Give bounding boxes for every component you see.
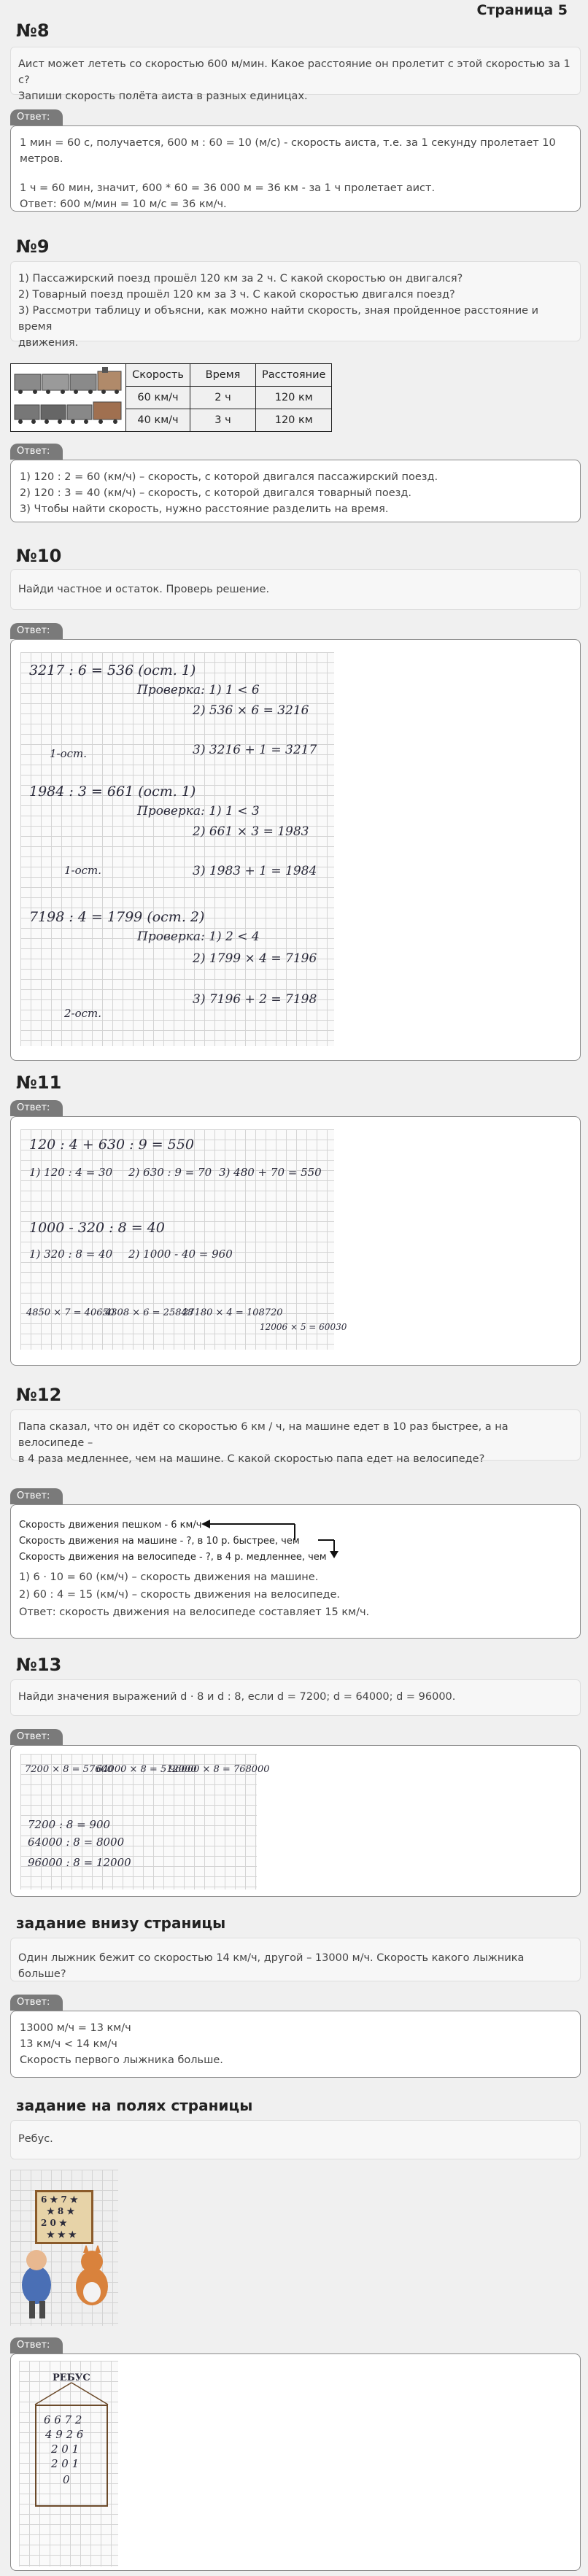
hw-line: 2 0 1 (51, 2457, 80, 2470)
task-line: Один лыжник бежит со скоростью 14 км/ч, другой – 13000 м/ч. Скорость какого лыжника больше? (18, 1952, 525, 1980)
task-line: в 4 раза медленнее, чем на машине. С какой скоростью папа едет на велосипеде? (18, 1453, 485, 1465)
hw-line: 64000 × 8 = 512000 (96, 1764, 197, 1775)
hw-line: 2) 630 : 9 = 70 (128, 1166, 212, 1179)
scheme-line: Скорость движения на велосипеде - ?, в 4 р. медленнее, чем (19, 1552, 327, 1563)
hw-line: 4 9 2 6 (45, 2428, 84, 2441)
section-title-8: №8 (16, 20, 50, 41)
train-icon (12, 364, 125, 428)
hw-line: Проверка: 1) 2 < 4 (137, 929, 260, 944)
hw-line: 2) 536 × 6 = 3216 (193, 703, 309, 718)
section-title-11: №11 (16, 1072, 62, 1093)
answer-line: 13 км/ч < 14 км/ч (20, 2038, 117, 2050)
hw-line: 2 0 1 (51, 2442, 80, 2456)
characters-icon (13, 2246, 115, 2323)
hw-line: 3217 : 6 = 536 (ост. 1) (29, 662, 196, 678)
hw-line: 1) 120 : 4 = 30 (29, 1166, 113, 1179)
hw-line: 4308 × 6 = 25848 (105, 1307, 194, 1318)
scheme-line: Скорость движения пешком - 6 км/ч (19, 1520, 202, 1531)
answer-tab: Ответ: (10, 1729, 63, 1745)
task-line: Запиши скорость полёта аиста в разных единицах. (18, 90, 308, 102)
hw-line: 3) 3216 + 1 = 3217 (193, 743, 317, 757)
hw-line: 3) 480 + 70 = 550 (219, 1166, 322, 1179)
table-header: Расстояние (256, 364, 332, 387)
answer-tab: Ответ: (10, 2337, 63, 2353)
task-line: Папа сказал, что он идёт со скоростью 6 км / ч, на машине едет в 10 раз быстрее, а на велосипеде – (18, 1421, 508, 1449)
answer-tab: Ответ: (10, 623, 63, 639)
task-line: Найди значения выражений d · 8 и d : 8, если d = 7200; d = 64000; d = 96000. (18, 1691, 456, 1703)
table-cell: 120 км (256, 387, 332, 409)
hw-line: 2 0 ★ (41, 2218, 67, 2228)
hw-line: Проверка: 1) 1 < 6 (137, 683, 260, 697)
hanging-string (34, 2381, 109, 2406)
answer-line: 1) 120 : 2 = 60 (км/ч) – скорость, с которой двигался пассажирский поезд. (20, 471, 438, 483)
scheme-line: Скорость движения на машине - ?, в 10 р. быстрее, чем (19, 1536, 300, 1547)
hw-line: 3) 7196 + 2 = 7198 (193, 992, 317, 1007)
section-title-margin: задание на полях страницы (16, 2097, 253, 2114)
table-cell: 40 км/ч (126, 409, 190, 432)
answer-line: Ответ: 600 м/мин = 10 м/с = 36 км/ч. (20, 198, 227, 210)
section-title-9: №9 (16, 236, 50, 257)
hw-line: 96000 : 8 = 12000 (28, 1856, 131, 1869)
hw-line: ★ 8 ★ (47, 2206, 75, 2216)
answer-line: 1) 6 · 10 = 60 (км/ч) – скорость движения на машине. (19, 1571, 319, 1583)
task-line: 1) Пассажирский поезд прошёл 120 км за 2 ч. С какой скоростью он двигался? (18, 273, 463, 285)
hw-line: 1-ост. (50, 747, 88, 760)
task-line: Аист может лететь со скоростью 600 м/мин. Какое расстояние он пролетит с этой скоростью за 1 с? (18, 58, 570, 86)
answer-line: Ответ: скорость движения на велосипеде составляет 15 км/ч. (19, 1606, 370, 1618)
answer-line: 1 мин = 60 с, получается, 600 м : 60 = 10 (м/с) - скорость аиста, т.е. за 1 секунду пролетает 10 метров. (20, 137, 556, 165)
task-line: Найди частное и остаток. Проверь решение. (18, 584, 270, 595)
answer-tab: Ответ: (10, 1488, 63, 1504)
table-cell: 2 ч (190, 387, 256, 409)
answer-bottom (10, 2011, 581, 2078)
hw-line: 1) 320 : 8 = 40 (29, 1248, 113, 1261)
rebus-illustration (10, 2170, 118, 2326)
task-line: 3) Рассмотри таблицу и объясни, как можно найти скорость, зная пройденное расстояние и время (18, 305, 539, 333)
notebook-photo-11 (20, 1129, 347, 1350)
section-title-bottom: задание внизу страницы (16, 1914, 226, 1932)
hw-line: 2-ост. (64, 1007, 102, 1020)
task-13 (10, 1679, 581, 1716)
hw-line: 7200 × 8 = 57600 (25, 1764, 114, 1775)
notebook-photo-13 (20, 1754, 270, 1890)
answer-8 (10, 125, 581, 212)
scheme-arrows (198, 1516, 344, 1567)
hw-line: 7198 : 4 = 1799 (ост. 2) (29, 909, 205, 925)
hw-line: 2) 661 × 3 = 1983 (193, 824, 309, 839)
task-bottom (10, 1938, 581, 1981)
rebus-label: РЕБУС (53, 2372, 90, 2383)
page-title: Страница 5 (476, 2, 568, 18)
answer-tab: Ответ: (10, 1995, 63, 2011)
task-line: Ребус. (18, 2133, 53, 2145)
notebook-photo-10 (20, 652, 334, 1046)
answer-line: 2) 120 : 3 = 40 (км/ч) – скорость, с которой двигался товарный поезд. (20, 487, 411, 499)
hw-line: 4850 × 7 = 40650 (26, 1307, 115, 1318)
answer-12-text (19, 1569, 369, 1621)
hw-line: 0 (63, 2473, 70, 2486)
trains-illustration (11, 364, 126, 432)
hw-line: 1000 - 320 : 8 = 40 (29, 1220, 165, 1236)
task-margin (10, 2120, 581, 2159)
hw-line: 6 6 7 2 (44, 2413, 82, 2426)
task-8 (10, 47, 581, 102)
hw-line: 120 : 4 + 630 : 9 = 550 (29, 1137, 194, 1153)
task-9 (10, 261, 581, 349)
hw-line: 2) 1000 - 40 = 960 (128, 1248, 233, 1261)
hw-line: Проверка: 1) 1 < 3 (137, 804, 260, 819)
answer-9 (10, 460, 581, 522)
table-header: Скорость (126, 364, 190, 387)
table-cell: 3 ч (190, 409, 256, 432)
section-title-12: №12 (16, 1385, 62, 1405)
hw-line: 64000 : 8 = 8000 (28, 1836, 125, 1849)
hw-line: 1984 : 3 = 661 (ост. 1) (29, 784, 196, 800)
answer-line: 3) Чтобы найти скорость, нужно расстояние разделить на время. (20, 503, 389, 515)
task-12 (10, 1409, 581, 1465)
task-line: 2) Товарный поезд прошёл 120 км за 3 ч. С какой скоростью двигался поезд? (18, 289, 455, 301)
hw-line: 2) 1799 × 4 = 7196 (193, 951, 317, 966)
task-line: движения. (18, 337, 79, 349)
hw-line: 27180 × 4 = 108720 (182, 1307, 283, 1318)
answer-line: 2) 60 : 4 = 15 (км/ч) – скорость движения на велосипеде. (19, 1589, 341, 1601)
answer-tab: Ответ: (10, 444, 63, 460)
table-cell: 60 км/ч (126, 387, 190, 409)
section-title-13: №13 (16, 1655, 62, 1675)
hw-line: ★ ★ ★ (47, 2229, 77, 2240)
answer-tab: Ответ: (10, 1100, 63, 1116)
hw-line: 96000 × 8 = 768000 (169, 1764, 270, 1775)
rebus-solution-photo (19, 2361, 118, 2567)
answer-tab: Ответ: (10, 109, 63, 125)
hw-line: 7200 : 8 = 900 (28, 1818, 111, 1831)
answer-line: Скорость первого лыжника больше. (20, 2054, 223, 2066)
hw-line: 1-ост. (64, 864, 102, 877)
answer-line: 1 ч = 60 мин, значит, 600 * 60 = 36 000 м = 36 км - за 1 ч пролетает аист. (20, 182, 436, 194)
section-title-10: №10 (16, 546, 62, 566)
hw-line: 6 ★ 7 ★ (41, 2194, 78, 2205)
answer-line: 13000 м/ч = 13 км/ч (20, 2022, 131, 2034)
task-10 (10, 569, 581, 610)
table-header: Время (190, 364, 256, 387)
speed-table (10, 363, 332, 432)
table-cell: 120 км (256, 409, 332, 432)
hw-line: 12006 × 5 = 60030 (260, 1322, 347, 1332)
hw-line: 3) 1983 + 1 = 1984 (193, 864, 317, 878)
